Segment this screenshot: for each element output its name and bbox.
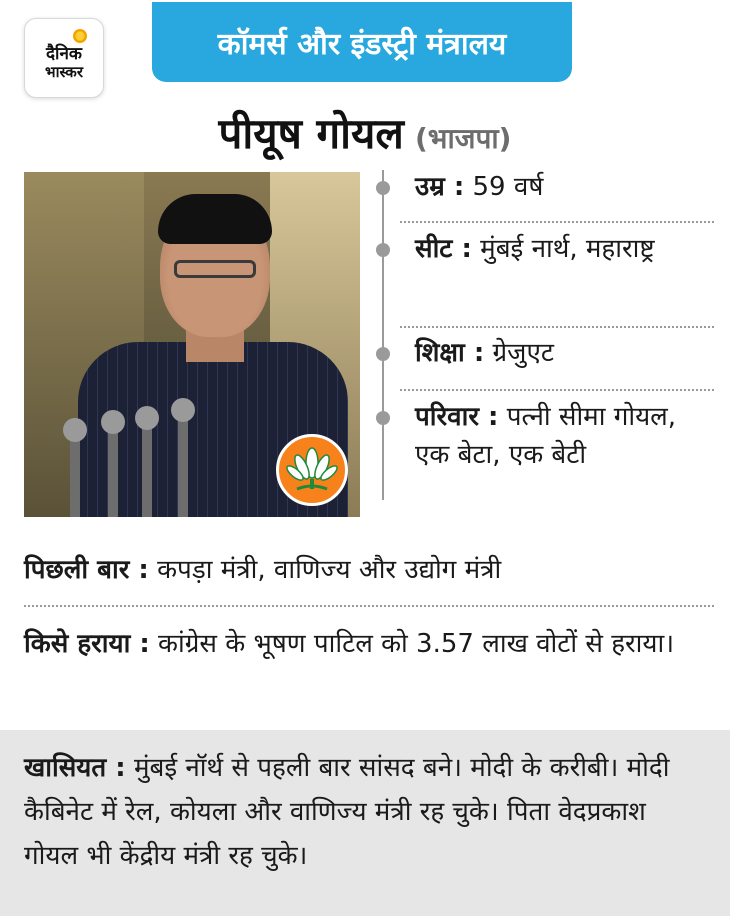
divider — [400, 221, 714, 223]
ministry-banner — [152, 2, 572, 82]
family-fact — [415, 398, 715, 474]
defeated-value: कांग्रेस के भूषण पाटिल को 3.57 लाख वोटों से हराया। — [158, 629, 675, 659]
age-fact — [415, 168, 715, 206]
speciality-label: खासियत : — [24, 753, 126, 783]
speciality-value: मुंबई नॉर्थ से पहली बार सांसद बने। मोदी के करीबी। मोदी कैबिनेट में रेल, कोयला और वाणिज्य मंत्री रह चुके। पिता वेदप्रकाश गोयल भी केंद्रीय मंत्री रह चुके। — [24, 753, 670, 871]
dainik-bhaskar-logo — [24, 18, 104, 98]
age-label: उम्र : — [415, 172, 465, 202]
age-value: 59 वर्ष — [472, 172, 544, 202]
divider — [400, 326, 714, 328]
logo-line-1: दैनिक — [46, 44, 82, 64]
previous-term — [24, 550, 714, 590]
name-header — [0, 104, 730, 161]
timeline-dot — [376, 347, 390, 361]
divider — [24, 605, 714, 607]
family-value: पत्नी सीमा गोयल, एक बेटा, एक बेटी — [415, 402, 677, 470]
previous-label: पिछली बार : — [24, 555, 149, 585]
seat-label: सीट : — [415, 234, 472, 264]
sun-icon — [73, 29, 87, 43]
defeated-opponent — [24, 624, 714, 664]
previous-value: कपड़ा मंत्री, वाणिज्य और उद्योग मंत्री — [157, 555, 502, 585]
person-name: पीयूष गोयल — [218, 109, 404, 158]
lotus-icon — [276, 434, 348, 506]
party-name: (भाजपा) — [414, 122, 512, 155]
logo-line-2: भास्कर — [45, 63, 83, 81]
timeline-dot — [376, 411, 390, 425]
education-label: शिक्षा : — [415, 338, 485, 368]
timeline-line — [382, 170, 384, 500]
timeline-dot — [376, 181, 390, 195]
seat-fact — [415, 230, 715, 268]
portrait-photo — [24, 172, 360, 517]
seat-value: मुंबई नार्थ, महाराष्ट्र — [480, 234, 655, 264]
defeated-label: किसे हराया : — [24, 629, 150, 659]
speciality-panel — [0, 730, 730, 916]
timeline-dot — [376, 243, 390, 257]
education-fact — [415, 334, 715, 372]
divider — [400, 389, 714, 391]
ministry-title: कॉमर्स और इंडस्ट्री मंत्रालय — [217, 26, 507, 62]
family-label: परिवार : — [415, 402, 499, 432]
education-value: ग्रेजुएट — [492, 338, 554, 368]
